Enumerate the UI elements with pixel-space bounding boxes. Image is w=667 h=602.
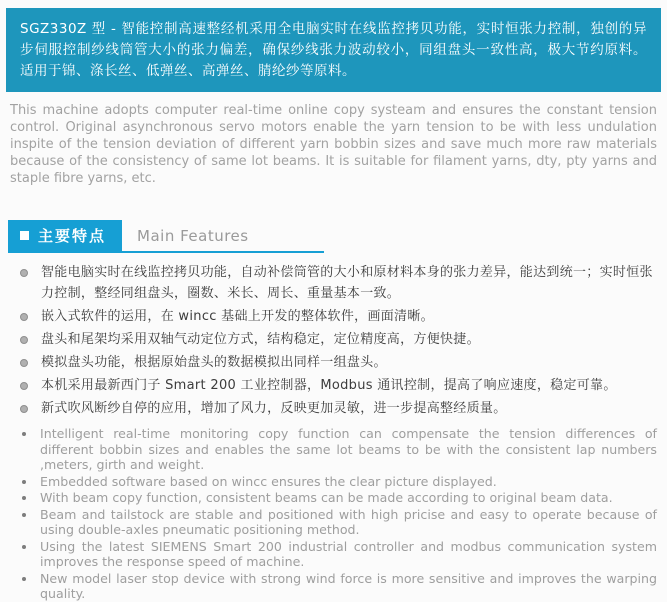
bullet-icon [22, 496, 26, 500]
intro-paragraph-en [10, 102, 657, 187]
bullet-icon [22, 513, 26, 517]
feature-text-zh: 模拟盘头功能，根据原始盘头的数据模拟出同样一组盘头。 [41, 355, 387, 370]
square-bullet-icon [20, 231, 29, 240]
feature-item-en [8, 474, 657, 490]
feature-text-en: With beam copy function, consistent beams can be made according to original beam data. [40, 490, 613, 505]
section-title-zh: 主要特点 [38, 227, 107, 245]
feature-text-zh: 智能电脑实时在线监控拷贝功能，自动补偿筒管的大小和原材料本身的张力差异，能达到统一；实时恒张力控制，整经同组盘头，圈数、米长、周长、重量基本一致。 [41, 265, 653, 301]
intro-text: This machine adopts computer real-time online copy systeam and ensures the constant tension control. Original asynchronous servo motors enable the yarn tension to be with less undulation inspite of the tension deviation of different yarn bobbin sizes and save much more raw materials because of the consistency of same lot beams. It is suitable for filament yarns, dty, pty yarns and staple fibre yarns, etc. [10, 103, 657, 186]
bullet-icon [20, 359, 28, 367]
feature-item-zh [8, 352, 659, 373]
bullet-icon [20, 336, 28, 344]
feature-item-en [8, 426, 657, 473]
bullet-icon [22, 480, 26, 484]
feature-text-zh: 新式吹风断纱自停的应用，增加了风力，反映更加灵敏，进一步提高整经质量。 [41, 401, 507, 416]
feature-item-en [8, 571, 657, 602]
bullet-icon [20, 382, 28, 390]
feature-item-zh [8, 329, 659, 350]
feature-text-zh: 嵌入式软件的运用，在 wincc 基础上开发的整体软件，画面清晰。 [41, 309, 434, 324]
bullet-icon [22, 577, 26, 581]
feature-item-en [8, 539, 657, 570]
bullet-icon [20, 405, 28, 413]
feature-item-zh [8, 375, 659, 396]
feature-item-zh [8, 306, 659, 327]
section-title-box [8, 220, 122, 251]
feature-text-en: Embedded software based on wincc ensures the clear picture displayed. [40, 473, 497, 489]
feature-text-zh: 盘头和尾架均采用双轴气动定位方式，结构稳定，定位精度高，方便快捷。 [41, 332, 480, 347]
feature-item-en [8, 507, 657, 538]
feature-text-en: Beam and tailstock are stable and positioned with high pricise and easy to operate because of using double-axles pneumatic positioning method. [40, 506, 657, 537]
feature-text-en: Intelligent real-time monitoring copy function can compensate the tension differences of different bobbin sizes and enables the same lot beams to be with the consistent lap numbers ,meters, girth and weight. [40, 426, 657, 472]
feature-text-en: New model laser stop device with strong wind force is more sensitive and improves the warping quality. [40, 570, 657, 601]
feature-item-en [8, 490, 657, 506]
feature-text-en: Using the latest SIEMENS Smart 200 industrial controller and modbus communication system improves the response speed of machine. [40, 538, 657, 569]
product-intro-banner [6, 8, 661, 92]
bullet-icon [22, 545, 26, 549]
banner-text-zh: SGZ330Z 型 - 智能控制高速整经机采用全电脑实时在线监控拷贝功能，实时恒张力控制，独创的异步伺服控制纱线筒管大小的张力偏差，确保纱线张力波动较小，同组盘头一致性高，极大节约原料。适用于锦、涤长丝、低弹丝、高弹丝、腈纶纱等原料。 [20, 21, 647, 79]
feature-item-zh [8, 398, 659, 419]
section-title-en: Main Features [137, 226, 249, 245]
feature-text-zh: 本机采用最新西门子 Smart 200 工业控制器，Modbus 通讯控制，提高了响应速度，稳定可靠。 [41, 378, 617, 393]
feature-list-en [8, 426, 657, 602]
feature-item-zh [8, 262, 659, 304]
feature-list-zh [8, 262, 659, 419]
bullet-icon [20, 269, 28, 277]
bullet-icon [20, 313, 28, 321]
section-header-main-features [8, 220, 324, 253]
bullet-icon [22, 432, 26, 436]
